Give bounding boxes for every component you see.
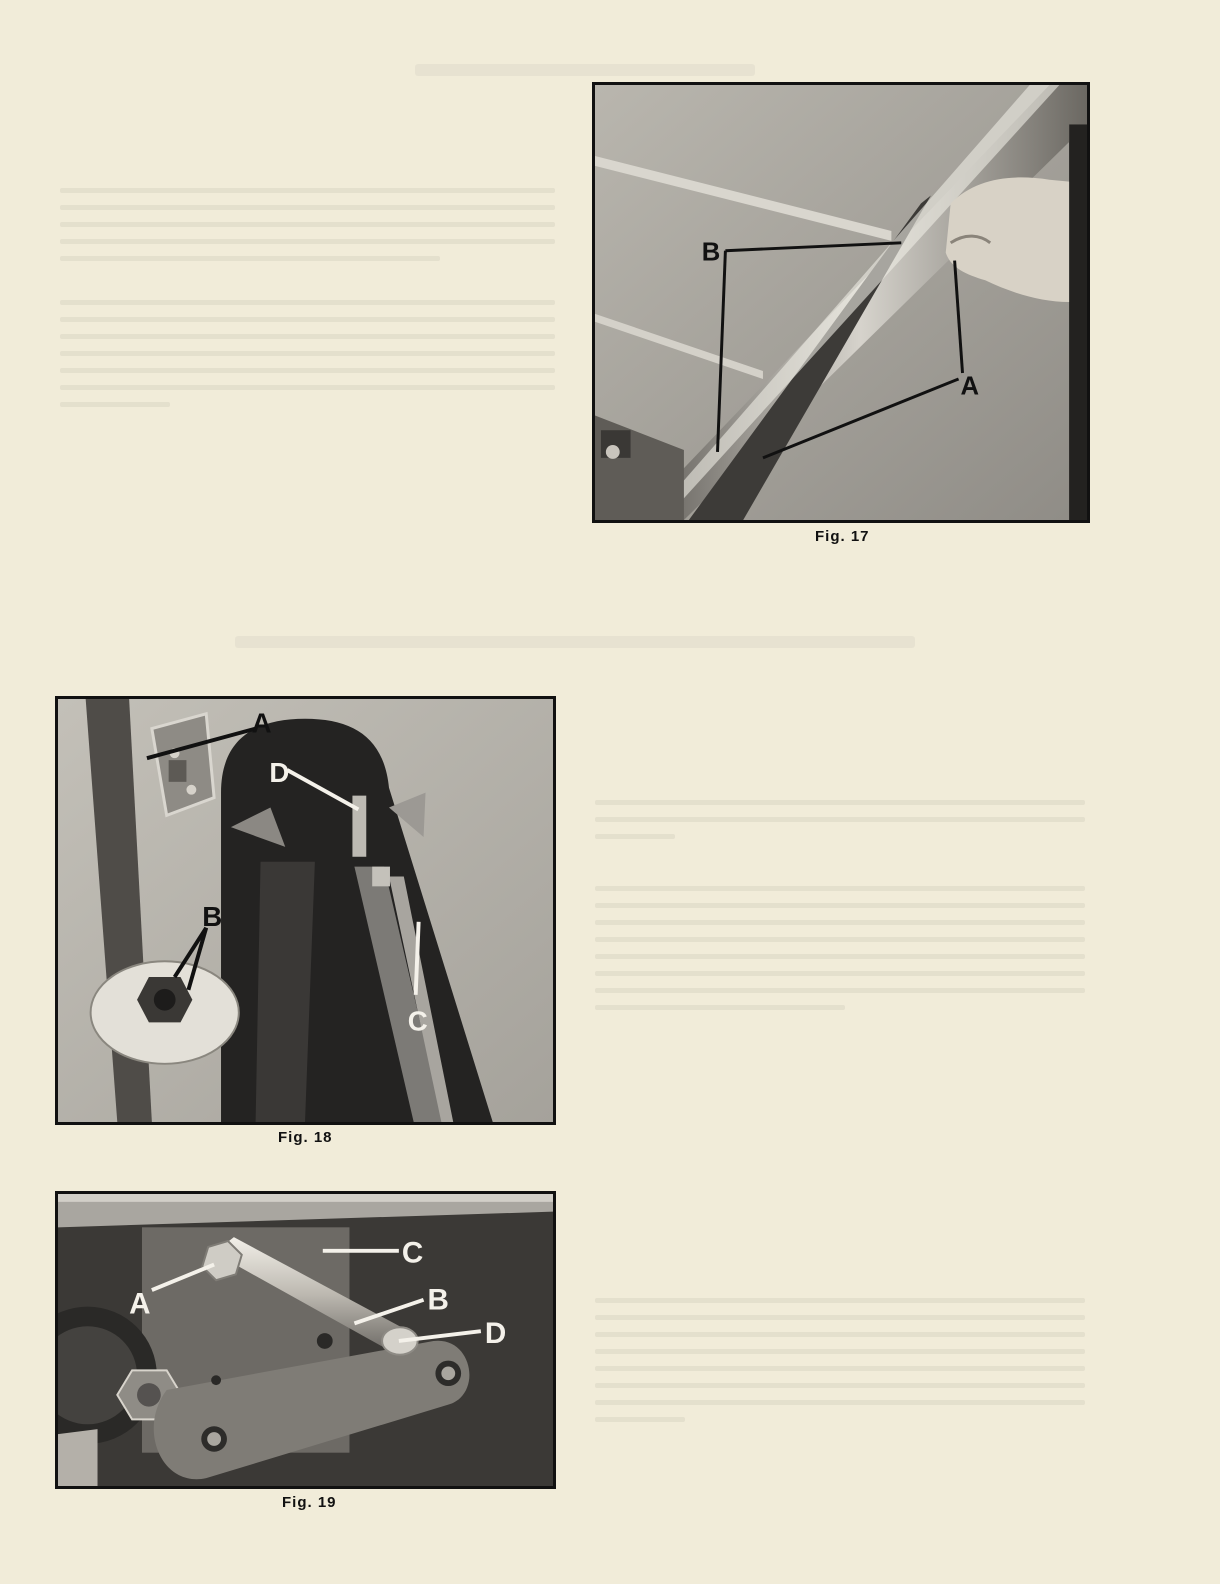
figure-17-photo bbox=[592, 82, 1090, 523]
bleed-through-heading-middle bbox=[235, 636, 915, 648]
figure-18-label-c: C bbox=[407, 1005, 428, 1037]
figure-17-label-a: A bbox=[960, 372, 980, 401]
figure-18-label-b: B bbox=[202, 900, 223, 932]
figure-18-label-a: A bbox=[251, 707, 272, 739]
figure-17-label-b: B bbox=[701, 238, 721, 267]
figure-19-label-a: A bbox=[129, 1287, 151, 1321]
figure-19-label-d: D bbox=[484, 1317, 507, 1350]
figure-18-label-d: D bbox=[269, 756, 290, 788]
figure-19-photo bbox=[55, 1191, 556, 1489]
bleed-through-heading-top bbox=[415, 64, 755, 76]
figure-19-caption: Fig. 19 bbox=[282, 1494, 337, 1511]
figure-17-caption: Fig. 17 bbox=[815, 528, 870, 545]
figure-19-label-c: C bbox=[401, 1236, 424, 1270]
figure-19-label-b: B bbox=[427, 1283, 449, 1317]
figure-18-caption: Fig. 18 bbox=[278, 1129, 333, 1146]
figure-18-photo bbox=[55, 696, 556, 1125]
